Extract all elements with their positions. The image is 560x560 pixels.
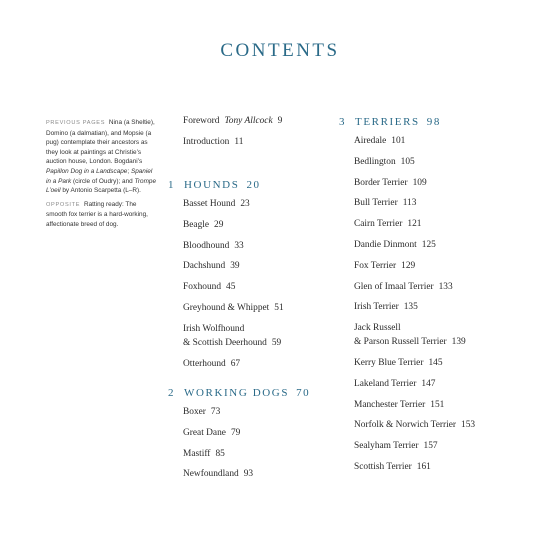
photo-caption (46, 118, 158, 234)
toc-entry-continued[interactable] (183, 338, 281, 348)
toc-entry[interactable] (354, 379, 435, 389)
entry-title: Norfolk & Norwich Terrier (354, 420, 457, 431)
section-page: 70 (296, 387, 311, 399)
section-title: WORKING DOGS (184, 387, 290, 399)
caption-text-part: Trompe L’oeil (46, 177, 156, 195)
toc-entry[interactable] (183, 407, 220, 417)
section-heading[interactable] (168, 387, 310, 399)
toc-entry[interactable] (354, 136, 405, 146)
toc-entry[interactable] (354, 420, 475, 430)
entry-title: Border Terrier (354, 177, 408, 188)
entry-title: Glen of Imaal Terrier (354, 281, 434, 292)
toc-entry[interactable] (354, 400, 444, 410)
entry-title: Mastiff (183, 448, 211, 459)
entry-title: Cairn Terrier (354, 219, 403, 230)
caption-opposite-text: Ratting ready: The smooth fox terrier is a hard-working, affectionate breed of dog. (46, 200, 148, 228)
entry-page: 151 (430, 399, 445, 410)
toc-entry[interactable] (354, 323, 401, 333)
entry-page: 59 (271, 337, 282, 348)
toc-entry[interactable] (183, 241, 244, 251)
caption-text-part: Papillon Dog in a Landscape (46, 167, 128, 175)
toc-front-matter[interactable] (183, 137, 243, 147)
toc-front-matter[interactable] (183, 116, 282, 126)
caption-previous-pages (46, 118, 158, 196)
caption-opposite (46, 200, 158, 230)
section-number: 2 (168, 387, 176, 399)
caption-text-part: (circle of Oudry); and (71, 177, 135, 185)
entry-title: Kerry Blue Terrier (354, 358, 424, 368)
toc-entry[interactable] (354, 441, 438, 451)
page-title: CONTENTS (220, 40, 340, 61)
entry-title: Greyhound & Whippet (183, 303, 270, 313)
toc-entry[interactable] (354, 157, 415, 167)
entry-title: Irish Terrier (354, 302, 399, 313)
section-heading[interactable] (168, 179, 261, 191)
toc-entry[interactable] (183, 449, 225, 459)
entry-title: Manchester Terrier (354, 399, 426, 410)
entry-title: Boxer (183, 407, 206, 417)
entry-page: 113 (402, 198, 417, 209)
entry-page: 121 (407, 219, 422, 230)
entry-page: 161 (416, 462, 431, 472)
entry-title: Lakeland Terrier (354, 378, 417, 389)
front-matter-label: Foreword (183, 116, 220, 126)
toc-entry[interactable] (354, 261, 415, 271)
entry-title: Fox Terrier (354, 260, 397, 271)
caption-text-part: Spaniel in a Park (46, 167, 153, 185)
entry-title: Jack Russell (354, 323, 401, 334)
toc-entry-continued[interactable] (354, 337, 466, 347)
entry-page: 29 (214, 219, 224, 230)
entry-title: Bull Terrier (354, 198, 398, 209)
entry-title: Bloodhound (183, 240, 230, 251)
entry-page: 157 (423, 441, 438, 452)
entry-title: Foxhound (183, 282, 222, 293)
entry-page: 85 (215, 448, 225, 459)
entry-page: 105 (400, 156, 415, 167)
entry-title: Dachshund (183, 261, 226, 272)
entry-page: 101 (391, 136, 406, 146)
toc-entry[interactable] (183, 282, 235, 292)
entry-page: 73 (210, 407, 221, 417)
toc-entry[interactable] (183, 428, 240, 438)
entry-title: & Scottish Deerhound (183, 337, 267, 348)
section-title: TERRIERS (355, 116, 420, 128)
toc-entry[interactable] (183, 261, 240, 271)
entry-title: Otterhound (183, 358, 226, 369)
entry-page: 109 (412, 177, 427, 188)
entry-title: Irish Wolfhound (183, 323, 245, 334)
toc-entry[interactable] (354, 358, 443, 368)
front-matter-label: Introduction (183, 136, 230, 147)
section-number: 1 (168, 179, 176, 191)
toc-entry[interactable] (183, 220, 223, 230)
toc-entry[interactable] (183, 469, 253, 479)
entry-title: Dandie Dinmont (354, 240, 417, 250)
section-page: 20 (246, 179, 261, 191)
entry-page: 135 (403, 302, 418, 313)
front-matter-author: Tony Allcock (224, 116, 273, 126)
caption-text-part: Nina (a Sheltie), Domino (a dalmatian), and Mopsie (a pug) contemplate their ancestors as they look at paintings at Christie’s auction house, London. Bogdani’s (46, 119, 155, 166)
caption-previous-lead: PREVIOUS PAGES (46, 120, 106, 126)
toc-entry[interactable] (183, 324, 244, 334)
caption-text-part: by Antonio Scarpetta (L–R). (60, 187, 141, 195)
toc-entry[interactable] (354, 302, 418, 312)
entry-page: 153 (461, 420, 476, 431)
caption-previous-text (46, 119, 156, 194)
entry-title: Scottish Terrier (354, 462, 412, 472)
entry-page: 129 (401, 260, 416, 271)
entry-page: 125 (421, 240, 436, 250)
entry-title: Beagle (183, 219, 210, 230)
section-title: HOUNDS (184, 179, 240, 191)
entry-page: 23 (240, 199, 250, 209)
entry-title: & Parson Russell Terrier (354, 337, 447, 348)
front-matter-page: 11 (234, 136, 244, 147)
entry-page: 93 (243, 469, 254, 480)
entry-page: 145 (428, 358, 443, 368)
entry-page: 39 (230, 261, 240, 272)
entry-page: 147 (421, 378, 436, 389)
toc-entry[interactable] (354, 178, 427, 188)
entry-page: 33 (234, 240, 244, 251)
section-number: 3 (339, 116, 347, 128)
entry-title: Basset Hound (183, 199, 236, 209)
entry-page: 79 (230, 427, 241, 438)
toc-entry[interactable] (354, 198, 416, 208)
caption-text-part: ; (127, 167, 131, 175)
caption-opposite-lead: OPPOSITE (46, 201, 81, 208)
entry-title: Great Dane (183, 427, 226, 438)
entry-page: 51 (274, 303, 284, 313)
entry-title: Airedale (354, 136, 387, 146)
toc-entry[interactable] (183, 359, 240, 369)
section-page: 98 (426, 116, 441, 128)
toc-entry[interactable] (354, 282, 453, 292)
front-matter-page: 9 (277, 116, 283, 126)
toc-entry[interactable] (183, 303, 284, 313)
entry-page: 67 (230, 358, 241, 369)
entry-page: 45 (226, 282, 236, 293)
entry-title: Newfoundland (183, 469, 239, 480)
toc-entry[interactable] (354, 219, 421, 229)
entry-page: 139 (451, 337, 466, 348)
entry-title: Bedlington (354, 156, 396, 167)
toc-entry[interactable] (354, 462, 431, 472)
section-heading[interactable] (339, 116, 441, 128)
entry-page: 133 (438, 281, 453, 292)
entry-title: Sealyham Terrier (354, 441, 419, 452)
toc-entry[interactable] (183, 199, 250, 209)
toc-entry[interactable] (354, 240, 436, 250)
